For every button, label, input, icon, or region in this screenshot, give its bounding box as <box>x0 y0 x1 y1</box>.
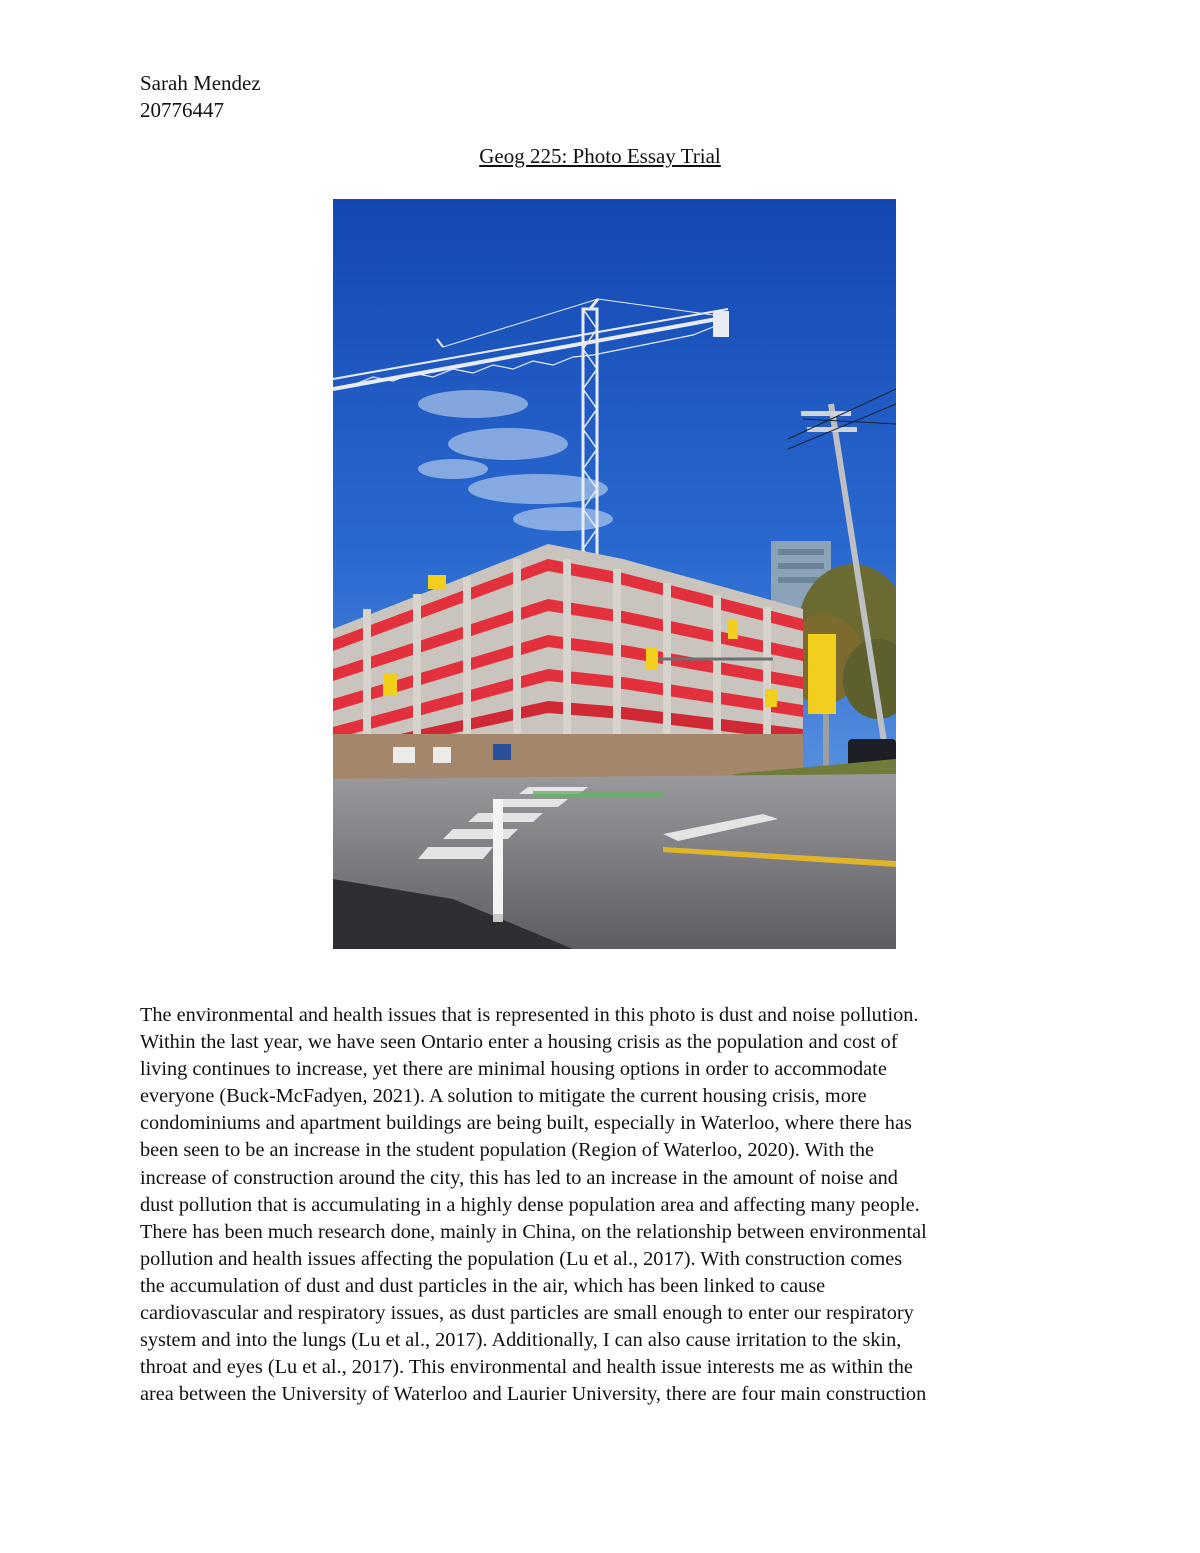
roof-equipment <box>428 575 446 589</box>
author-block <box>140 70 261 124</box>
essay-line: dust pollution that is accumulating in a highly dense population area and affecting many people. <box>140 1193 920 1216</box>
author-name: Sarah Mendez <box>140 71 261 95</box>
essay-line: area between the University of Waterloo and Laurier University, there are four main construction <box>140 1383 927 1406</box>
essay-line: There has been much research done, mainly in China, on the relationship between environmental <box>140 1220 927 1243</box>
bike-lane-marking <box>533 791 663 797</box>
construction-site-illustration <box>333 199 896 949</box>
essay-line: living continues to increase, yet there are minimal housing options in order to accommodate <box>140 1058 887 1081</box>
essay-line: the accumulation of dust and dust particles in the air, which has been linked to cause <box>140 1274 826 1297</box>
document-title: Geog 225: Photo Essay Trial <box>479 144 721 168</box>
essay-body <box>140 1002 1070 1408</box>
essay-line: system and into the lungs (Lu et al., 2017). Additionally, I can also cause irritation to the skin, <box>140 1329 902 1352</box>
essay-line: throat and eyes (Lu et al., 2017). This environmental and health issue interests me as within the <box>140 1356 913 1379</box>
essay-line: increase of construction around the city, this has led to an increase in the amount of noise and <box>140 1166 898 1189</box>
student-id: 20776447 <box>140 98 224 122</box>
essay-line: cardiovascular and respiratory issues, as dust particles are small enough to enter our respiratory <box>140 1302 914 1325</box>
essay-line: been seen to be an increase in the student population (Region of Waterloo, 2020). With the <box>140 1139 875 1162</box>
essay-line: pollution and health issues affecting the population (Lu et al., 2017). With construction comes <box>140 1247 903 1270</box>
essay-line: The environmental and health issues that is represented in this photo is dust and noise pollution. <box>140 1004 919 1026</box>
construction-site-photo <box>333 199 896 949</box>
bollard <box>493 799 503 919</box>
document-title-row <box>0 143 1200 170</box>
essay-line: everyone (Buck-McFadyen, 2021). A solution to mitigate the current housing crisis, more <box>140 1085 867 1108</box>
roadside-sign <box>808 634 836 714</box>
essay-line: Within the last year, we have seen Ontario enter a housing crisis as the population and cost of <box>140 1031 898 1054</box>
essay-line: condominiums and apartment buildings are being built, especially in Waterloo, where there has <box>140 1112 912 1135</box>
